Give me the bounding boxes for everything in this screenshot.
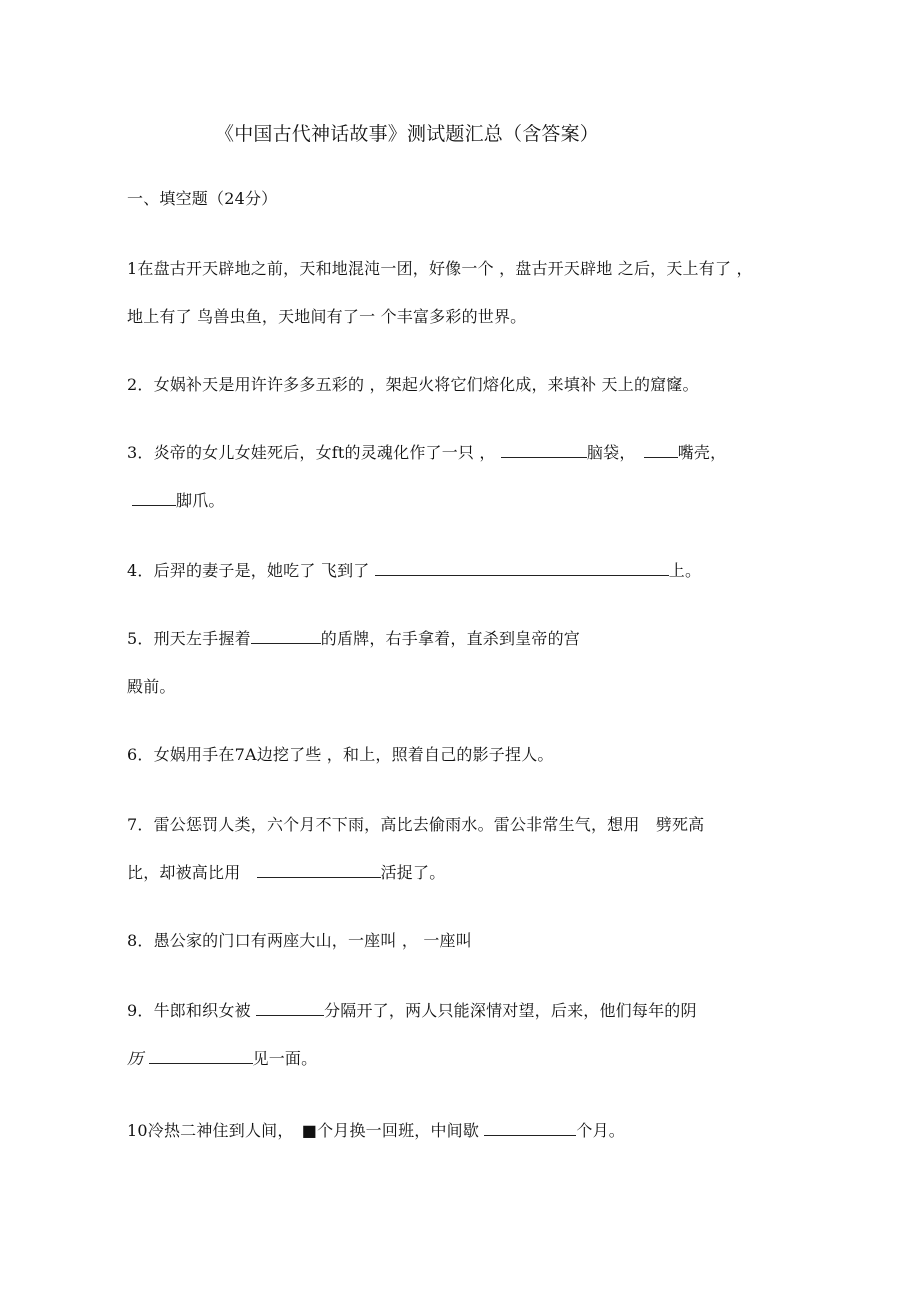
- question-10-text: ■个月换一回班，中间歇: [301, 1121, 480, 1140]
- section-heading: 一、填空题（24分）: [127, 189, 278, 208]
- answer-blank: [132, 491, 176, 506]
- question-5-text: 5．刑天左手握着: [127, 629, 251, 648]
- answer-blank: [256, 1001, 324, 1016]
- question-10-text: 10冷热二神住到人间，: [127, 1121, 286, 1140]
- question-3-line-1: [127, 443, 726, 463]
- question-9-line-2: [127, 1049, 317, 1069]
- answer-blank: [644, 443, 678, 458]
- page-title: 《中国古代神话故事》测试题汇总（含答案）: [215, 123, 600, 145]
- question-9-line-1: [127, 1001, 697, 1021]
- question-10-text: 个月。: [576, 1121, 625, 1140]
- answer-blank: [484, 1121, 576, 1136]
- question-9-text: 历: [127, 1049, 144, 1068]
- question-2: 2．女娲补天是用许许多多五彩的 ，架起火将它们熔化成，来填补 天上的窟窿。: [127, 375, 699, 394]
- question-9-text: 9．牛郎和织女被: [127, 1001, 251, 1020]
- answer-blank: [251, 629, 321, 644]
- question-7-text: 比，却被高比用: [127, 863, 241, 882]
- question-9-text: 分隔开了，两人只能深情对望，后来，他们每年的阴: [324, 1001, 697, 1020]
- question-3-text: 嘴壳，: [677, 443, 727, 462]
- question-5-text: 的盾牌，右手拿着，直杀到皇帝的宫: [320, 629, 580, 648]
- question-3-text: 脑袋，: [586, 443, 628, 462]
- question-5-line-2: 殿前。: [127, 677, 176, 696]
- question-1-line-2: 地上有了 鸟兽虫鱼，天地间有了一 个丰富多彩的世界。: [127, 307, 527, 326]
- answer-blank: [375, 561, 669, 576]
- question-7-line-2: [127, 863, 445, 883]
- question-1-line-1: 1在盘古开天辟地之前，天和地混沌一团，好像一个 ，盘古开天辟地 之后，天上有了 ，: [127, 259, 753, 278]
- question-8: 8．愚公家的门口有两座大山，一座叫 ， 一座叫: [127, 931, 472, 950]
- question-4-text: 上。: [668, 561, 702, 580]
- question-6: 6．女娲用手在7A边挖了些 ，和上，照着自己的影子捏人。: [127, 745, 554, 764]
- answer-blank: [149, 1049, 253, 1064]
- answer-blank: [257, 863, 381, 878]
- question-10: [127, 1121, 625, 1141]
- question-3-text: 脚爪。: [176, 491, 225, 510]
- question-7-line-1: 7．雷公惩罚人类，六个月不下雨，高比去偷雨水。雷公非常生气，想用 劈死高: [127, 815, 705, 834]
- answer-blank: [501, 443, 587, 458]
- question-3-line-2: [132, 491, 225, 511]
- question-7-text: 活捉了。: [380, 863, 446, 882]
- question-5-line-1: [127, 629, 580, 649]
- question-9-text: 见一面。: [252, 1049, 318, 1068]
- question-4-text: 4．后羿的妻子是，她吃了 飞到了: [127, 561, 370, 580]
- question-4: [127, 561, 701, 581]
- question-3-text: 3．炎帝的女儿女娃死后，女ft的灵魂化作了一只 ，: [127, 443, 496, 462]
